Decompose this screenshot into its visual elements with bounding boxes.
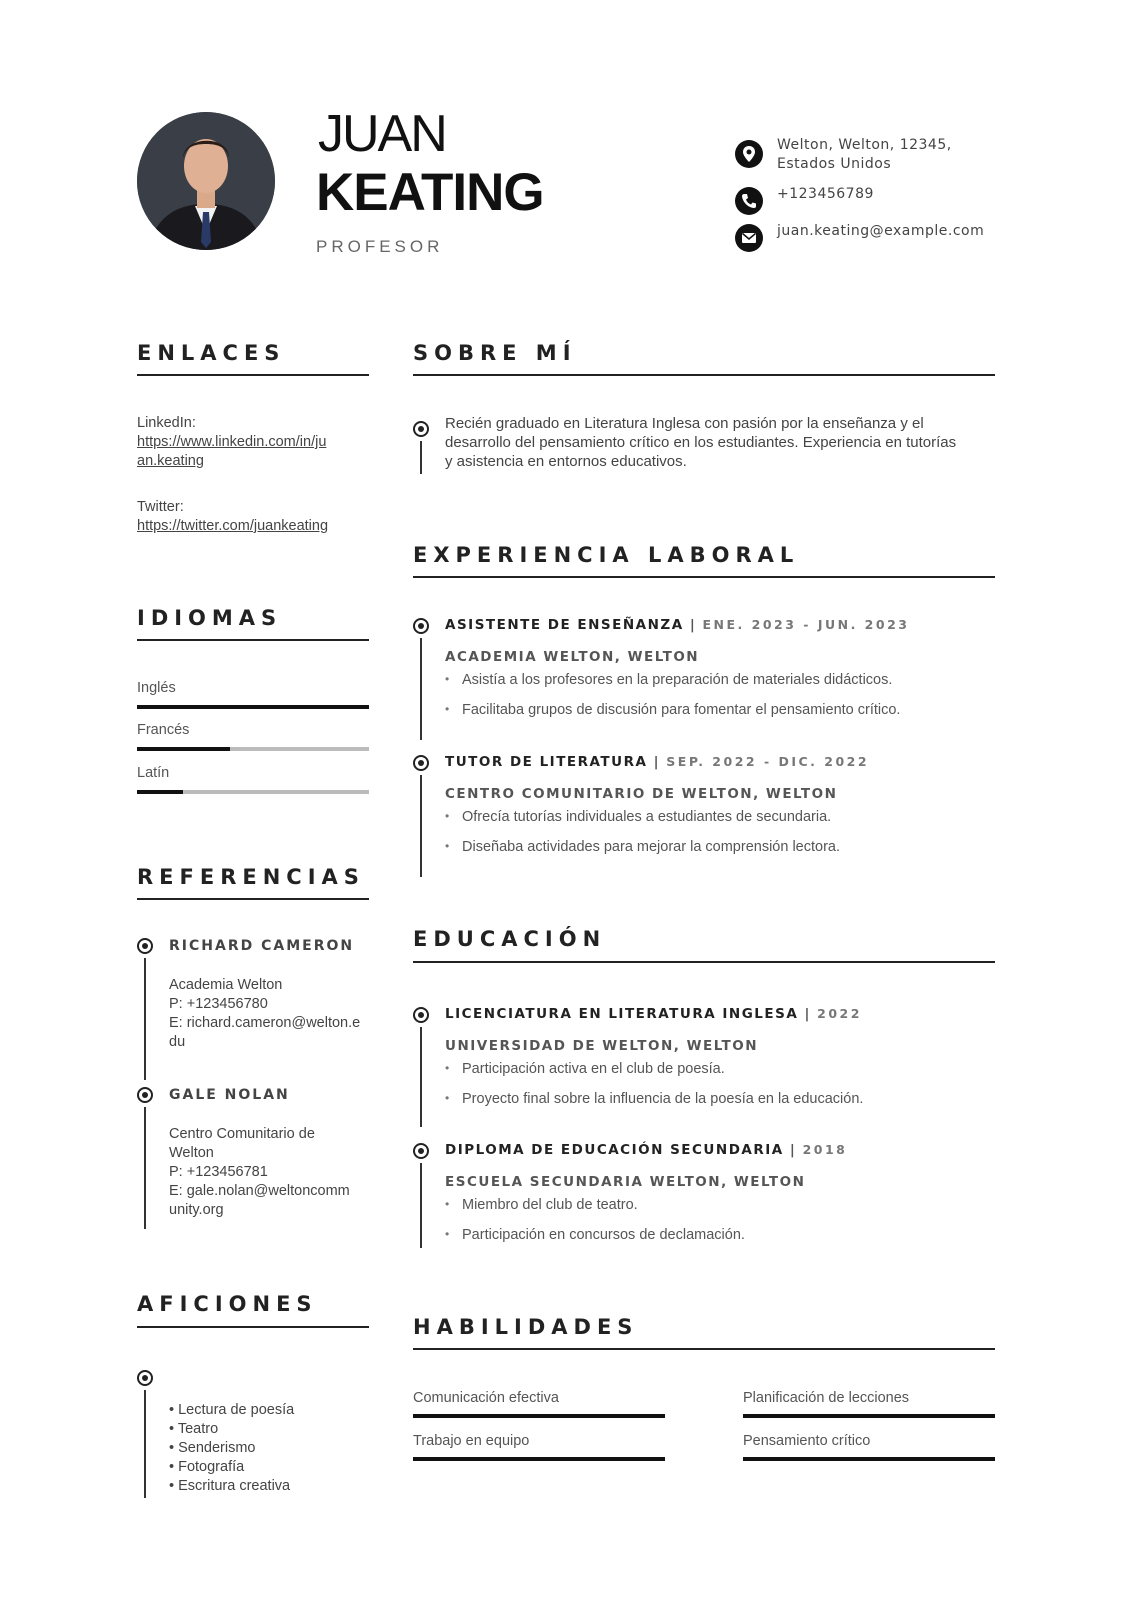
- language-name: Francés: [137, 722, 190, 738]
- skills-section-title: HABILIDADES: [413, 1315, 639, 1339]
- hobby-item: • Fotografía: [169, 1459, 245, 1475]
- education-bullet: • Proyecto final sobre la influencia de la poesía en la educación.: [462, 1091, 863, 1107]
- hobbies-section-title: AFICIONES: [137, 1292, 318, 1316]
- skill-level-bar: [413, 1457, 665, 1461]
- languages-section-title: IDIOMAS: [137, 606, 283, 630]
- timeline-line: [144, 1390, 146, 1498]
- language-level-fill: [137, 705, 369, 709]
- job-bullet: • Asistía a los profesores en la preparación de materiales didácticos.: [462, 672, 892, 688]
- job-title: TUTOR DE LITERATURA: [445, 754, 648, 770]
- references-divider: [137, 898, 369, 900]
- mail-icon: [735, 224, 763, 252]
- about-divider: [413, 374, 995, 376]
- education-bullet: • Participación activa en el club de poesía.: [462, 1061, 725, 1077]
- language-level-bar: [137, 790, 369, 794]
- first-name: JUAN: [318, 105, 446, 163]
- skill-level-fill: [743, 1414, 995, 1418]
- experience-section-title: EXPERIENCIA LABORAL: [413, 543, 800, 567]
- timeline-line: [420, 775, 422, 877]
- person-portrait-icon: [137, 112, 275, 250]
- twitter-label: Twitter:: [137, 499, 184, 515]
- skill-level-fill: [413, 1414, 665, 1418]
- timeline-dot-icon: [137, 1087, 153, 1103]
- last-name: KEATING: [316, 163, 544, 222]
- phone-icon: [735, 187, 763, 215]
- address-line-1: Welton, Welton, 12345,: [777, 137, 952, 153]
- twitter-link[interactable]: https://twitter.com/juankeating: [137, 518, 329, 534]
- reference-detail: du: [169, 1034, 186, 1050]
- reference-name: GALE NOLAN: [169, 1087, 290, 1103]
- timeline-dot-icon: [413, 1143, 429, 1159]
- timeline-dot-icon: [413, 1007, 429, 1023]
- job-bullet: • Ofrecía tutorías individuales a estudiantes de secundaria.: [462, 809, 831, 825]
- reference-detail: E: gale.nolan@weltoncomm: [169, 1183, 350, 1199]
- reference-detail: P: +123456781: [169, 1164, 268, 1180]
- hobby-item: • Escritura creativa: [169, 1478, 291, 1494]
- education-bullet: • Miembro del club de teatro.: [462, 1197, 638, 1213]
- timeline-dot-icon: [137, 938, 153, 954]
- degree-year: 2022: [817, 1006, 862, 1021]
- title-separator: |: [804, 1006, 811, 1022]
- location-pin-icon: [735, 140, 763, 168]
- experience-divider: [413, 576, 995, 578]
- education-institution: UNIVERSIDAD DE WELTON, WELTON: [445, 1038, 759, 1054]
- about-text-line: Recién graduado en Literatura Inglesa con pasión por la enseñanza y el: [445, 415, 924, 432]
- job-bullet: • Facilitaba grupos de discusión para fomentar el pensamiento crítico.: [462, 702, 900, 718]
- skill-level-fill: [743, 1457, 995, 1461]
- linkedin-link-line-2[interactable]: an.keating: [137, 453, 204, 469]
- skill-level-bar: [413, 1414, 665, 1418]
- timeline-line: [144, 1107, 146, 1229]
- job-title: ASISTENTE DE ENSEÑANZA: [445, 617, 684, 633]
- linkedin-label: LinkedIn:: [137, 415, 196, 431]
- degree-title: DIPLOMA DE EDUCACIÓN SECUNDARIA: [445, 1142, 784, 1158]
- education-section-title: EDUCACIÓN: [413, 927, 607, 951]
- title-separator: |: [789, 1142, 797, 1158]
- job-title-line: [445, 754, 869, 770]
- timeline-line: [144, 958, 146, 1080]
- skill-level-fill: [413, 1457, 665, 1461]
- job-title-line: [445, 617, 909, 633]
- links-divider: [137, 374, 369, 376]
- phone-number[interactable]: +123456789: [777, 186, 874, 202]
- job-bullet: • Diseñaba actividades para mejorar la comprensión lectora.: [462, 839, 840, 855]
- degree-year: 2018: [802, 1142, 848, 1157]
- reference-detail: P: +123456780: [169, 996, 268, 1012]
- languages-divider: [137, 639, 369, 641]
- timeline-line: [420, 1027, 422, 1127]
- timeline-dot-icon: [413, 618, 429, 634]
- language-name: Latín: [137, 765, 170, 781]
- education-institution: ESCUELA SECUNDARIA WELTON, WELTON: [445, 1174, 806, 1190]
- job-organization: CENTRO COMUNITARIO DE WELTON, WELTON: [445, 786, 838, 802]
- address-line-2: Estados Unidos: [777, 156, 892, 172]
- education-bullet: • Participación en concursos de declamación.: [462, 1227, 745, 1243]
- timeline-line: [420, 1163, 422, 1248]
- education-title-line: [445, 1006, 862, 1022]
- job-role: PROFESOR: [316, 237, 444, 256]
- reference-name: RICHARD CAMERON: [169, 938, 355, 954]
- skill-level-bar: [743, 1457, 995, 1461]
- language-level-fill: [137, 747, 230, 751]
- timeline-line: [420, 638, 422, 740]
- email-address[interactable]: juan.keating@example.com: [777, 223, 985, 239]
- skill-name: Planificación de lecciones: [743, 1390, 910, 1406]
- timeline-dot-icon: [137, 1370, 153, 1386]
- timeline-dot-icon: [413, 755, 429, 771]
- education-divider: [413, 961, 995, 963]
- language-level-bar: [137, 747, 369, 751]
- language-name: Inglés: [137, 680, 176, 696]
- degree-title: LICENCIATURA EN LITERATURA INGLESA: [445, 1006, 799, 1022]
- timeline-dot-icon: [413, 421, 429, 437]
- skill-name: Trabajo en equipo: [413, 1433, 530, 1449]
- language-level-fill: [137, 790, 183, 794]
- skill-name: Pensamiento crítico: [743, 1433, 871, 1449]
- reference-detail: Centro Comunitario de: [169, 1126, 315, 1142]
- reference-detail: Academia Welton: [169, 977, 283, 993]
- job-organization: ACADEMIA WELTON, WELTON: [445, 649, 700, 665]
- title-separator: |: [689, 617, 697, 633]
- references-section-title: REFERENCIAS: [137, 865, 365, 889]
- linkedin-link-line-1[interactable]: https://www.linkedin.com/in/ju: [137, 434, 327, 450]
- education-title-line: [445, 1142, 847, 1158]
- links-section-title: ENLACES: [137, 341, 286, 365]
- reference-detail: Welton: [169, 1145, 214, 1161]
- hobby-item: • Senderismo: [169, 1440, 256, 1456]
- hobby-item: • Teatro: [169, 1421, 219, 1437]
- language-level-bar: [137, 705, 369, 709]
- hobby-item: • Lectura de poesía: [169, 1402, 295, 1418]
- about-text-line: y asistencia en entornos educativos.: [445, 453, 687, 470]
- job-dates: SEP. 2022 - DIC. 2022: [666, 754, 870, 769]
- hobbies-divider: [137, 1326, 369, 1328]
- job-dates: ENE. 2023 - JUN. 2023: [702, 617, 910, 632]
- skills-divider: [413, 1348, 995, 1350]
- reference-detail: unity.org: [169, 1202, 224, 1218]
- skill-name: Comunicación efectiva: [413, 1390, 559, 1406]
- title-separator: |: [653, 754, 661, 770]
- reference-detail: E: richard.cameron@welton.e: [169, 1015, 361, 1031]
- skill-level-bar: [743, 1414, 995, 1418]
- about-text-line: desarrollo del pensamiento crítico en los estudiantes. Experiencia en tutorías: [445, 434, 957, 451]
- timeline-line: [420, 441, 422, 474]
- profile-photo: [137, 112, 275, 250]
- about-section-title: SOBRE MÍ: [413, 341, 577, 365]
